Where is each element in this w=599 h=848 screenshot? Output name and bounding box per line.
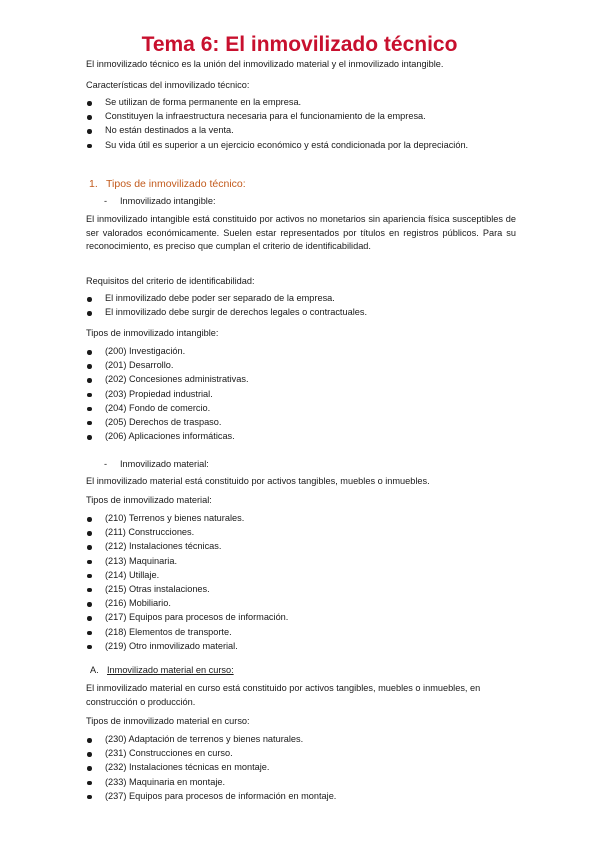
subsection-heading-intangible [104,195,216,209]
material-tipos-heading: Tipos de inmovilizado material: [86,495,212,505]
list-item: (202) Concesiones administrativas. [86,373,516,387]
list-item: (204) Fondo de comercio. [86,402,516,416]
list-item: (237) Equipos para procesos de información en montaje. [86,790,516,804]
curso-definition: El inmovilizado material en curso está constituido por activos tangibles, muebles o inmuebles, en construcción o producción. [86,683,481,707]
list-item: (206) Aplicaciones informáticas. [86,430,516,444]
dash-marker: - [104,459,108,469]
material-definition: El inmovilizado material está constituido por activos tangibles, muebles o inmuebles. [86,476,430,486]
section-title: Tipos de inmovilizado técnico: [106,178,246,190]
list-item: (212) Instalaciones técnicas. [86,540,516,554]
list-item: (214) Utillaje. [86,569,516,583]
list-item: (200) Investigación. [86,345,516,359]
list-item: (205) Derechos de traspaso. [86,416,516,430]
list-item: (210) Terrenos y bienes naturales. [86,512,516,526]
intangible-definition: El inmovilizado intangible está constituido por activos no monetarios sin apariencia física susceptibles de ser valorados económicamente. Suelen estar representados por títulos en registros públicos. Para su reconocimiento, es preciso que cumplan el criterio de identificabilidad. [86,214,516,252]
section-number: 1. [89,178,98,190]
requisitos-list [86,292,516,320]
list-item: (213) Maquinaria. [86,555,516,569]
subsection-letter: A. [90,665,99,675]
list-item: Se utilizan de forma permanente en la empresa. [86,96,516,110]
dash-marker: - [104,196,108,206]
curso-tipos-heading: Tipos de inmovilizado material en curso: [86,716,250,726]
list-item: (217) Equipos para procesos de información. [86,611,516,625]
intro-paragraph: El inmovilizado técnico es la unión del inmovilizado material y el inmovilizado intangible. [86,59,444,69]
subsection-heading-material [104,458,209,472]
list-item: (211) Construcciones. [86,526,516,540]
list-item: No están destinados a la venta. [86,124,516,138]
list-item: (230) Adaptación de terrenos y bienes naturales. [86,733,516,747]
list-item: (219) Otro inmovilizado material. [86,640,516,654]
intangible-tipos-heading: Tipos de inmovilizado intangible: [86,328,219,338]
list-item: (216) Mobiliario. [86,597,516,611]
list-item: El inmovilizado debe surgir de derechos legales o contractuales. [86,306,516,320]
page-title: Tema 6: El inmovilizado técnico [141,33,458,56]
list-item: (232) Instalaciones técnicas en montaje. [86,761,516,775]
list-item: (201) Desarrollo. [86,359,516,373]
subsection-heading-curso [90,664,234,678]
subsection-title: Inmovilizado material: [120,459,209,469]
list-item: (215) Otras instalaciones. [86,583,516,597]
list-item: El inmovilizado debe poder ser separado de la empresa. [86,292,516,306]
intangible-tipos-list [86,345,516,444]
list-item: (203) Propiedad industrial. [86,388,516,402]
section-heading-1 [89,178,246,192]
material-tipos-list [86,512,516,654]
list-item: (233) Maquinaria en montaje. [86,776,516,790]
list-item: (218) Elementos de transporte. [86,626,516,640]
subsection-title: Inmovilizado material en curso: [107,665,234,675]
list-item: (231) Construcciones en curso. [86,747,516,761]
requisitos-heading: Requisitos del criterio de identificabilidad: [86,276,255,286]
subsection-title: Inmovilizado intangible: [120,196,216,206]
list-item: Constituyen la infraestructura necesaria para el funcionamiento de la empresa. [86,110,516,124]
caracteristicas-list [86,96,516,153]
list-item: Su vida útil es superior a un ejercicio económico y está condicionada por la depreciación. [86,139,516,153]
curso-tipos-list [86,733,516,804]
caracteristicas-heading: Características del inmovilizado técnico: [86,80,250,90]
